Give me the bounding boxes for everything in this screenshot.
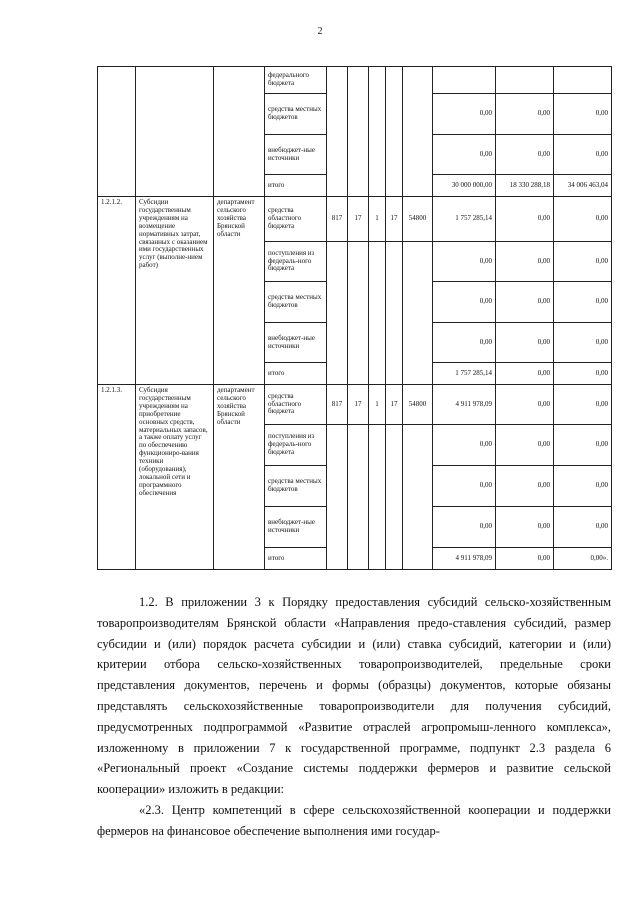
- value-cell: 0,00: [433, 507, 496, 548]
- body-text: [97, 592, 611, 842]
- value-cell: 0,00: [433, 323, 496, 363]
- code-cell: [348, 242, 369, 385]
- code-cell: [403, 67, 433, 197]
- value-cell: 0,00: [496, 548, 554, 570]
- code-cell: [369, 425, 386, 570]
- value-cell: 0,00: [496, 385, 554, 425]
- id-cell: 1.2.1.3.: [98, 385, 136, 570]
- value-cell: 0,00: [496, 425, 554, 466]
- source-cell: итого: [265, 363, 327, 385]
- code-cell: [327, 67, 348, 197]
- value-cell: 0,00: [433, 466, 496, 507]
- source-cell: средства областного бюджета: [265, 197, 327, 242]
- value-cell: 4 911 978,09: [433, 385, 496, 425]
- value-cell: 0,00».: [554, 548, 612, 570]
- value-cell: 1 757 285,14: [433, 363, 496, 385]
- code-cell: [327, 425, 348, 570]
- value-cell: 0,00: [554, 363, 612, 385]
- code-cell: [327, 242, 348, 385]
- source-cell: итого: [265, 175, 327, 197]
- code-cell: [369, 67, 386, 197]
- table-row: [98, 197, 612, 242]
- code-cell: [386, 425, 403, 570]
- name-cell: Субсидии государственным учреждениям на возмещение нормативных затрат, связанных с оказанием ими государственных услуг (выполне-нием работ): [136, 197, 214, 385]
- code-cell: [348, 425, 369, 570]
- source-cell: внебюджет-ные источники: [265, 323, 327, 363]
- source-cell: средства областного бюджета: [265, 385, 327, 425]
- value-cell: 0,00: [496, 242, 554, 282]
- value-cell: [496, 67, 554, 94]
- page-number: 2: [317, 26, 323, 37]
- value-cell: 30 000 000,00: [433, 175, 496, 197]
- source-cell: внебюджет-ные источники: [265, 135, 327, 175]
- value-cell: [554, 67, 612, 94]
- code-cell: 54800: [403, 197, 433, 242]
- value-cell: 0,00: [496, 363, 554, 385]
- value-cell: 0,00: [496, 282, 554, 323]
- paragraph: «2.3. Центр компетенций в сфере сельскохозяйственной кооперации и поддержки фермеров на финансовое обеспечение выполнения ими государ-: [97, 802, 611, 838]
- value-cell: 0,00: [433, 135, 496, 175]
- value-cell: 1 757 285,14: [433, 197, 496, 242]
- code-cell: [403, 425, 433, 570]
- executor-cell: департамент сельского хозяйства Брянской области: [214, 385, 265, 570]
- value-cell: 0,00: [554, 323, 612, 363]
- code-cell: [348, 67, 369, 197]
- code-cell: [386, 67, 403, 197]
- value-cell: 0,00: [554, 242, 612, 282]
- name-cell: Субсидия государственным учреждениям на приобретение основных средств, материальных запасов, а также оплату услуг по обеспечению функциониро-вания техники (оборудования), локальной сети и программного обеспечения: [136, 385, 214, 570]
- code-cell: 817: [327, 385, 348, 425]
- source-cell: поступления из федераль-ного бюджета: [265, 425, 327, 466]
- value-cell: 0,00: [554, 385, 612, 425]
- value-cell: 34 006 463,04: [554, 175, 612, 197]
- code-cell: [386, 242, 403, 385]
- code-cell: 1: [369, 197, 386, 242]
- value-cell: 4 911 978,09: [433, 548, 496, 570]
- value-cell: 0,00: [496, 197, 554, 242]
- code-cell: 817: [327, 197, 348, 242]
- budget-table: [97, 66, 612, 570]
- value-cell: 0,00: [496, 135, 554, 175]
- value-cell: 0,00: [496, 323, 554, 363]
- code-cell: 17: [348, 385, 369, 425]
- code-cell: 17: [386, 385, 403, 425]
- value-cell: 0,00: [496, 94, 554, 135]
- source-cell: средства местных бюджетов: [265, 466, 327, 507]
- value-cell: 18 330 288,18: [496, 175, 554, 197]
- value-cell: 0,00: [433, 94, 496, 135]
- value-cell: 0,00: [554, 94, 612, 135]
- paragraph: 1.2. В приложении 3 к Порядку предоставления субсидий сельско-хозяйственным товаропроизводителям Брянской области «Направления предо-ставления субсидий, размер субсидии и (или) порядок расчета субсидии и (или) ставка субсидий, категории и (или) критерии отбора сельско-хозяйственных товаропроизводителей, предельные сроки представления документов, перечень и формы (образцы) документов, которые обязаны представлять сельскохозяйственные товаропроизводители для получения субсидий, предусмотренных подпрограммой «Развитие отраслей агропромыш-ленного комплекса», изложенному в приложении 7 к государственной программе, подпункт 2.3 раздела 6 «Региональный проект «Создание системы поддержки фермеров и развитие сельской кооперации» изложить в редакции:: [97, 595, 611, 797]
- source-cell: средства местных бюджетов: [265, 282, 327, 323]
- value-cell: 0,00: [496, 466, 554, 507]
- executor-cell: департамент сельского хозяйства Брянской области: [214, 197, 265, 385]
- executor-cell: [214, 67, 265, 197]
- name-cell: [136, 67, 214, 197]
- code-cell: 54800: [403, 385, 433, 425]
- value-cell: 0,00: [554, 282, 612, 323]
- code-cell: 17: [348, 197, 369, 242]
- value-cell: 0,00: [433, 282, 496, 323]
- value-cell: 0,00: [554, 135, 612, 175]
- value-cell: 0,00: [496, 507, 554, 548]
- source-cell: внебюджет-ные источники: [265, 507, 327, 548]
- source-cell: итого: [265, 548, 327, 570]
- value-cell: 0,00: [554, 197, 612, 242]
- value-cell: [433, 67, 496, 94]
- source-cell: федерального бюджета: [265, 67, 327, 94]
- code-cell: [369, 242, 386, 385]
- value-cell: 0,00: [554, 466, 612, 507]
- value-cell: 0,00: [433, 425, 496, 466]
- code-cell: 17: [386, 197, 403, 242]
- id-cell: [98, 67, 136, 197]
- id-cell: 1.2.1.2.: [98, 197, 136, 385]
- table-row: [98, 67, 612, 94]
- table-row: [98, 385, 612, 425]
- value-cell: 0,00: [433, 242, 496, 282]
- source-cell: средства местных бюджетов: [265, 94, 327, 135]
- value-cell: 0,00: [554, 507, 612, 548]
- source-cell: поступления из федераль-ного бюджета: [265, 242, 327, 282]
- code-cell: 1: [369, 385, 386, 425]
- value-cell: 0,00: [554, 425, 612, 466]
- code-cell: [403, 242, 433, 385]
